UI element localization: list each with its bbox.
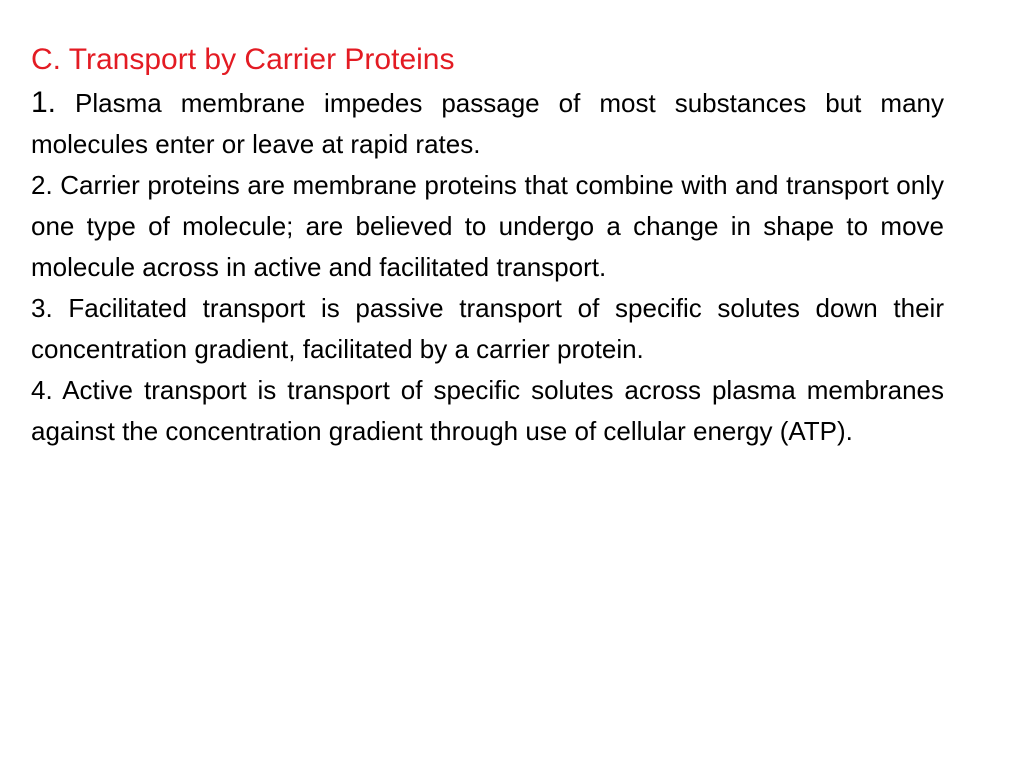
point-number: 1. [31, 86, 57, 119]
point-number: 4. [31, 375, 53, 405]
point-2 [31, 165, 944, 288]
point-3 [31, 288, 944, 370]
point-text: Carrier proteins are membrane proteins that combine with and transport only one type of molecule; are believed to undergo a change in shape to move molecule across in active and facilitated transport. [31, 170, 944, 282]
slide-content [31, 38, 944, 452]
point-number: 2. [31, 170, 53, 200]
point-1 [31, 82, 944, 165]
slide-title: C. Transport by Carrier Proteins [31, 43, 455, 76]
point-4 [31, 370, 944, 452]
point-text: Facilitated transport is passive transport of specific solutes down their concentration gradient, facilitated by a carrier protein. [31, 293, 944, 364]
point-text: Active transport is transport of specific solutes across plasma membranes against the concentration gradient through use of cellular energy (ATP). [31, 375, 944, 446]
point-text: Plasma membrane impedes passage of most substances but many molecules enter or leave at rapid rates. [31, 88, 944, 159]
point-number: 3. [31, 293, 53, 323]
